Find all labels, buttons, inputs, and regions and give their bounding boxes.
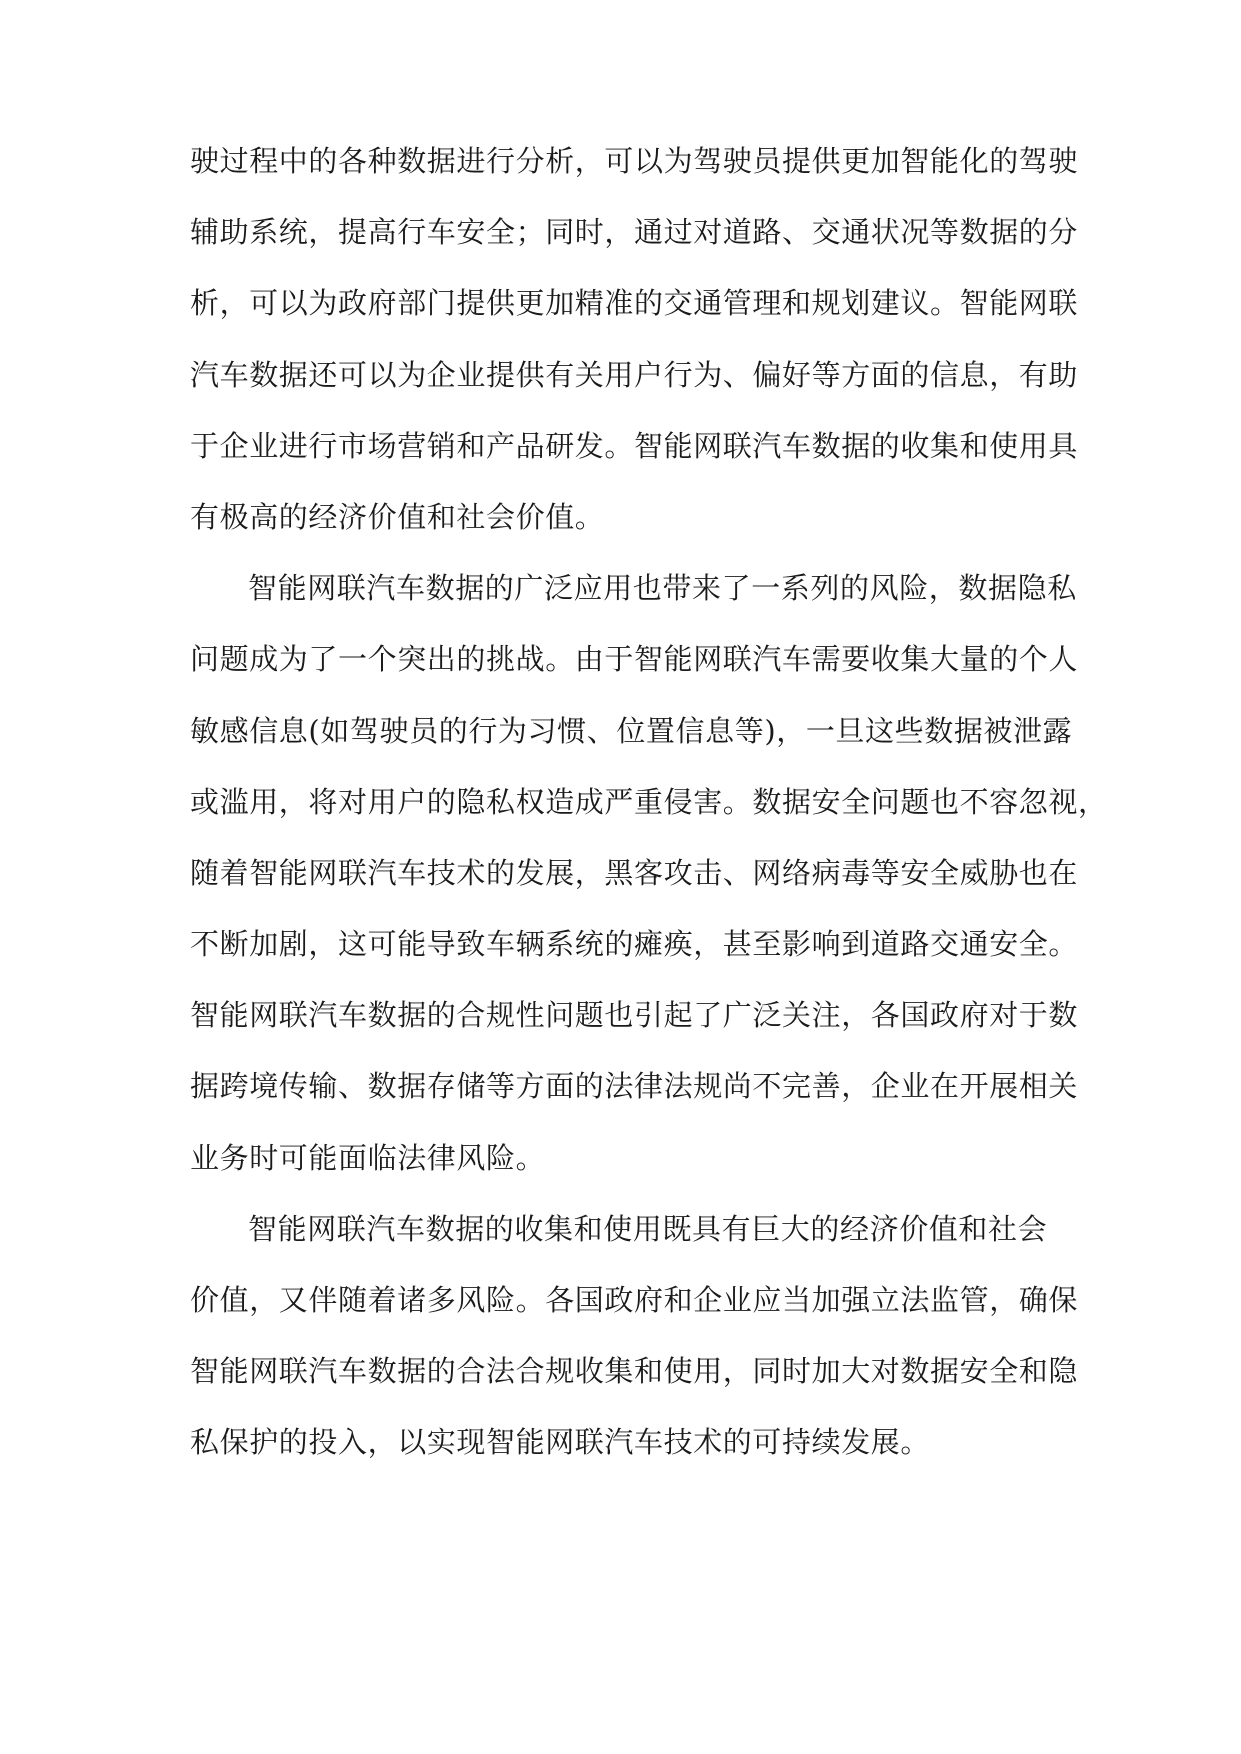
text-line: 不断加剧，这可能导致车辆系统的瘫痪，甚至影响到道路交通安全。 xyxy=(190,927,1079,962)
text-line: 或滥用，将对用户的隐私权造成严重侵害。数据安全问题也不容忽视， xyxy=(190,784,1108,819)
text-line: 驶过程中的各种数据进行分析，可以为驾驶员提供更加智能化的驾驶 xyxy=(190,144,1079,178)
text-line: 敏感信息(如驾驶员的行为习惯、位置信息等)，一旦这些数据被泄露 xyxy=(190,713,1073,748)
text-line: 于企业进行市场营销和产品研发。智能网联汽车数据的收集和使用具 xyxy=(190,428,1079,463)
text-line: 智能网联汽车数据的收集和使用既具有巨大的经济价值和社会 xyxy=(248,1211,1048,1246)
text-line: 据跨境传输、数据存储等方面的法律法规尚不完善，企业在开展相关 xyxy=(190,1069,1079,1104)
text-line: 辅助系统，提高行车安全；同时，通过对道路、交通状况等数据的分 xyxy=(190,215,1079,250)
text-line: 问题成为了一个突出的挑战。由于智能网联汽车需要收集大量的个人 xyxy=(190,642,1079,677)
text-line: 随着智能网联汽车技术的发展，黑客攻击、网络病毒等安全威胁也在 xyxy=(190,855,1079,890)
text-line: 业务时可能面临法律风险。 xyxy=(190,1140,546,1175)
text-line: 智能网联汽车数据的合法合规收集和使用，同时加大对数据安全和隐 xyxy=(190,1354,1079,1389)
text-line: 汽车数据还可以为企业提供有关用户行为、偏好等方面的信息，有助 xyxy=(190,357,1079,392)
text-line: 价值，又伴随着诸多风险。各国政府和企业应当加强立法监管，确保 xyxy=(190,1283,1079,1317)
text-line: 智能网联汽车数据的合规性问题也引起了广泛关注，各国政府对于数 xyxy=(190,998,1079,1033)
text-line: 有极高的经济价值和社会价值。 xyxy=(190,499,605,534)
text-line: 智能网联汽车数据的广泛应用也带来了一系列的风险，数据隐私 xyxy=(248,571,1077,606)
body-text xyxy=(190,144,1108,1497)
text-line: 私保护的投入，以实现智能网联汽车技术的可持续发展。 xyxy=(190,1425,931,1460)
text-line: 析，可以为政府部门提供更加精准的交通管理和规划建议。智能网联 xyxy=(190,286,1079,321)
